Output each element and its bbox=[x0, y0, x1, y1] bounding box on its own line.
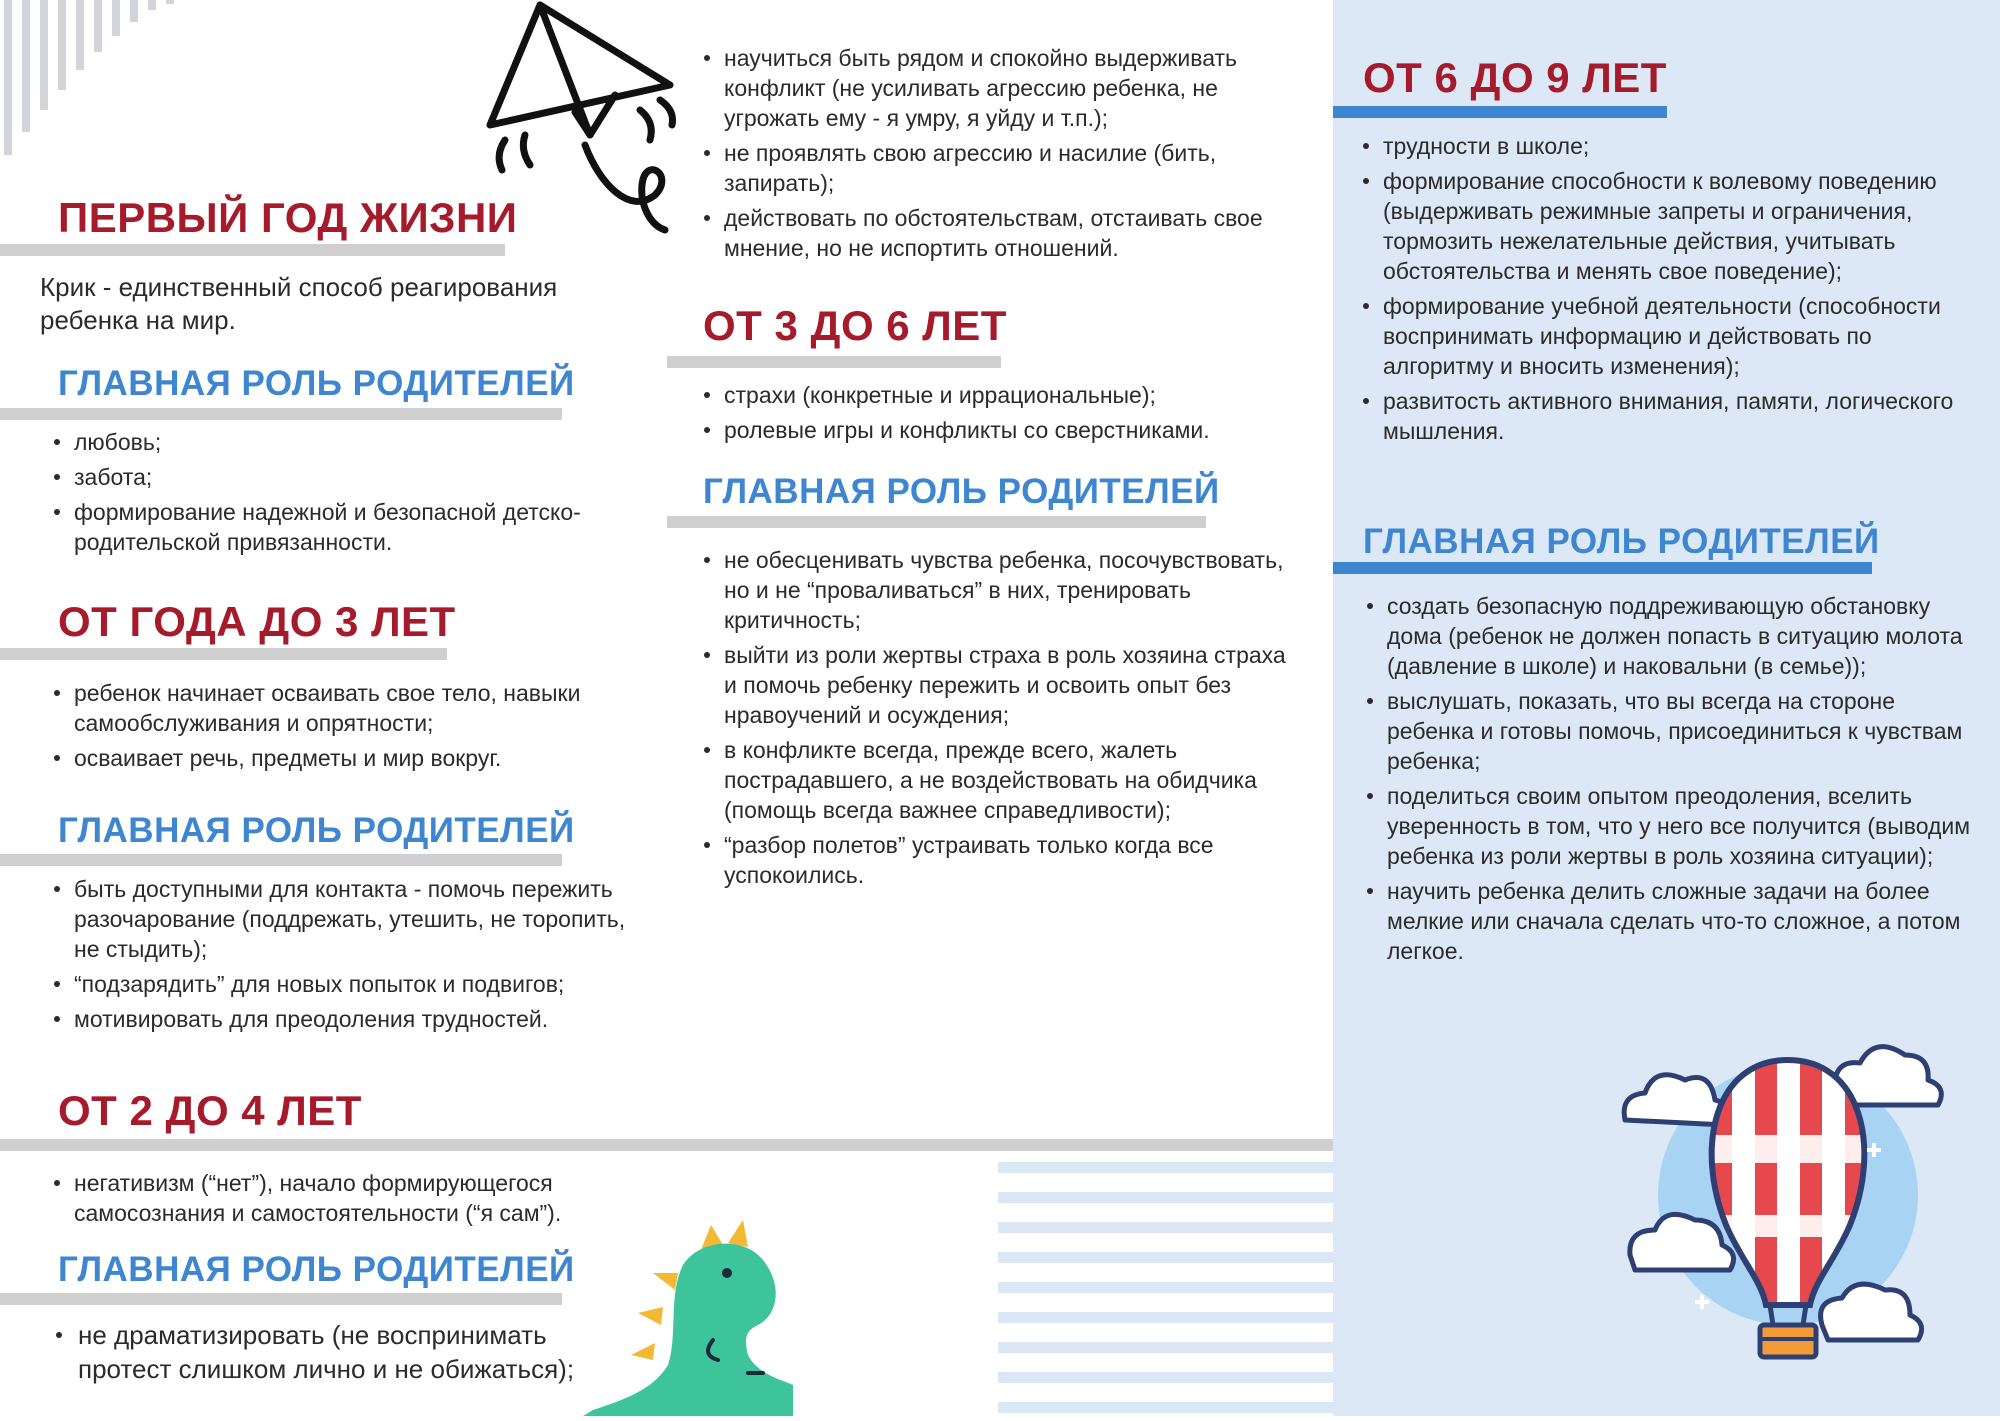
list-item: научить ребенка делить сложные задачи на более мелкие или сначала сделать что-то сложное, а потом легкое. bbox=[1365, 876, 1980, 966]
list-item: ребенок начинает осваивать свое тело, навыки самообслуживания и опрятности; bbox=[52, 678, 652, 738]
list-item: поделиться своим опытом преодоления, вселить уверенность в том, что у него все получится (выводим ребенка из роли жертвы в роль хозяина ситуации); bbox=[1365, 781, 1980, 871]
list-item: формирование надежной и безопасной детско-родительской привязанности. bbox=[52, 497, 652, 557]
list-item: ролевые игры и конфликты со сверстниками. bbox=[702, 415, 1302, 445]
role-title-2-to-4: ГЛАВНАЯ РОЛЬ РОДИТЕЛЕЙ bbox=[58, 1250, 575, 1289]
section-title-3-to-6: ОТ 3 ДО 6 ЛЕТ bbox=[703, 302, 1007, 349]
list-item: не обесценивать чувства ребенка, посочувствовать, но и не “проваливаться” в них, тренировать критичность; bbox=[702, 545, 1302, 635]
dinosaur-icon bbox=[583, 1215, 798, 1416]
heading-underline bbox=[1333, 106, 1667, 118]
heading-underline bbox=[0, 648, 447, 660]
decorative-lines bbox=[0, 0, 180, 160]
heading-underline bbox=[0, 854, 562, 866]
role-title-first-year: ГЛАВНАЯ РОЛЬ РОДИТЕЛЕЙ bbox=[58, 364, 575, 403]
role-list-2-to-4 bbox=[54, 1318, 614, 1391]
list-item: формирование учебной деятельности (способности воспринимать информацию и действовать по алгоритму и вносить изменения); bbox=[1361, 291, 1976, 381]
list-item: в конфликте всегда, прежде всего, жалеть пострадавшего, а не воздействовать на обидчика (помощь всегда важнее справедливости); bbox=[702, 735, 1302, 825]
list-item: забота; bbox=[52, 462, 652, 492]
list-item: не драматизировать (не воспринимать протест слишком лично и не обижаться); bbox=[54, 1318, 614, 1386]
list-item: научиться быть рядом и спокойно выдерживать конфликт (не усиливать агрессию ребенка, не угрожать ему - я умру, я уйду и т.п.); bbox=[702, 43, 1302, 133]
list-item: “разбор полетов” устраивать только когда все успокоились. bbox=[702, 830, 1302, 890]
continued-role-list bbox=[702, 43, 1302, 268]
list-item: выслушать, показать, что вы всегда на стороне ребенка и готовы помочь, присоединиться к чувствам ребенка; bbox=[1365, 686, 1980, 776]
heading-underline bbox=[0, 244, 505, 256]
heading-underline bbox=[0, 408, 562, 420]
heading-underline bbox=[667, 356, 1001, 368]
role-list-3-to-6 bbox=[702, 545, 1302, 895]
section-title-1-to-3: ОТ ГОДА ДО 3 ЛЕТ bbox=[58, 598, 456, 645]
list-item: формирование способности к волевому поведению (выдерживать режимные запреты и ограничения, тормозить нежелательные действия, учитывать обстоятельства и менять свое поведение); bbox=[1361, 166, 1976, 286]
list-item: выйти из роли жертвы страха в роль хозяина страха и помочь ребенку пережить и освоить опыт без нравоучений и осуждения; bbox=[702, 640, 1302, 730]
list-item: не проявлять свою агрессию и насилие (бить, запирать); bbox=[702, 138, 1302, 198]
role-list-first-year bbox=[52, 427, 652, 562]
hot-air-balloon-icon bbox=[1610, 1025, 1955, 1375]
list-item: любовь; bbox=[52, 427, 652, 457]
section-title-6-to-9: ОТ 6 ДО 9 ЛЕТ bbox=[1363, 54, 1667, 101]
list-2-to-4 bbox=[52, 1168, 652, 1233]
list-item: действовать по обстоятельствам, отстаивать свое мнение, но не испортить отношений. bbox=[702, 203, 1302, 263]
heading-underline bbox=[0, 1139, 1333, 1151]
list-item: осваивает речь, предметы и мир вокруг. bbox=[52, 743, 652, 773]
list-item: трудности в школе; bbox=[1361, 131, 1976, 161]
list-item: “подзарядить” для новых попыток и подвигов; bbox=[52, 969, 652, 999]
list-item: мотивировать для преодоления трудностей. bbox=[52, 1004, 652, 1034]
list-6-to-9 bbox=[1361, 131, 1976, 451]
section-title-first-year: ПЕРВЫЙ ГОД ЖИЗНИ bbox=[58, 194, 518, 241]
list-3-to-6 bbox=[702, 380, 1302, 450]
heading-underline bbox=[667, 516, 1206, 528]
list-1-to-3 bbox=[52, 678, 652, 778]
role-list-1-to-3 bbox=[52, 874, 652, 1039]
list-item: быть доступными для контакта - помочь пережить разочарование (поддрежать, утешить, не торопить, не стыдить); bbox=[52, 874, 652, 964]
role-title-6-to-9: ГЛАВНАЯ РОЛЬ РОДИТЕЛЕЙ bbox=[1363, 522, 1880, 561]
list-item: развитость активного внимания, памяти, логического мышления. bbox=[1361, 386, 1976, 446]
list-item: негативизм (“нет”), начало формирующегося самосознания и самостоятельности (“я сам”). bbox=[52, 1168, 652, 1228]
first-year-text: Крик - единственный способ реагирования ребенка на мир. bbox=[40, 272, 558, 335]
section-title-2-to-4: ОТ 2 ДО 4 ЛЕТ bbox=[58, 1087, 362, 1134]
heading-underline bbox=[1333, 562, 1872, 574]
role-list-6-to-9 bbox=[1365, 591, 1980, 971]
role-title-1-to-3: ГЛАВНАЯ РОЛЬ РОДИТЕЛЕЙ bbox=[58, 811, 575, 850]
list-item: страхи (конкретные и иррациональные); bbox=[702, 380, 1302, 410]
role-title-3-to-6: ГЛАВНАЯ РОЛЬ РОДИТЕЛЕЙ bbox=[703, 472, 1220, 511]
heading-underline bbox=[0, 1293, 562, 1305]
list-item: создать безопасную поддреживающую обстановку дома (ребенок не должен попасть в ситуацию молота (давление в школе) и наковальни (в семье)); bbox=[1365, 591, 1980, 681]
